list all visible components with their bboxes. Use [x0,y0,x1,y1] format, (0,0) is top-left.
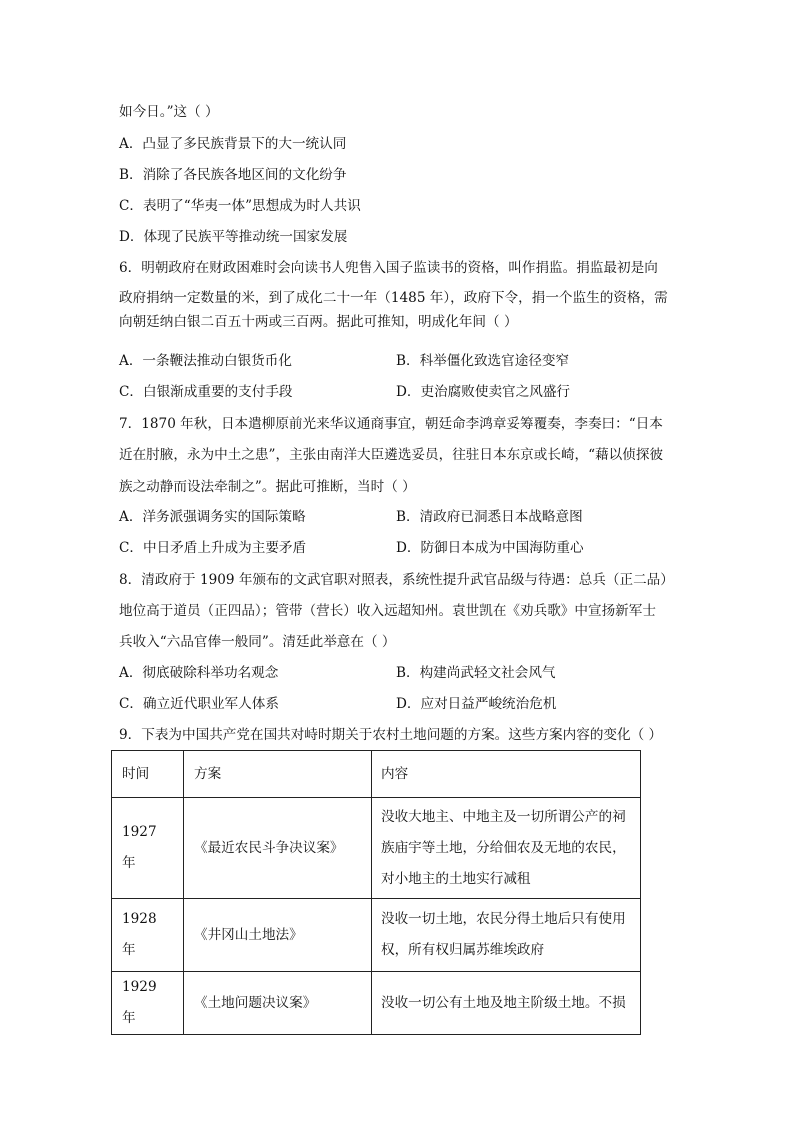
q6-stem-line-3: 向朝廷纳白银二百五十两或三百两。据此可推知，明成化年间（ ） [119,314,518,330]
table-row [112,972,641,1035]
table-row [112,899,641,972]
q8-option-d: D．应对日益严峻统治危机 [396,696,557,712]
q7-option-c: C．中日矛盾上升成为主要矛盾 [119,540,307,556]
q6-stem-line-2: 政府捐纳一定数量的米，到了成化二十一年（1485 年），政府下令，捐一个监生的资格，需 [119,290,668,306]
table-cell-plan: 《土地问题决议案》 [184,972,372,1035]
table-header-row [112,751,641,798]
q9-stem: 9．下表为中国共产党在国共对峙时期关于农村土地问题的方案。这些方案内容的变化（ ） [119,727,663,743]
q6-option-a: A．一条鞭法推动白银货币化 [119,353,292,369]
q7-stem-line-1: 7．1870 年秋，日本遣柳原前光来华议通商事宜，朝廷命李鸿章妥筹覆奏，李奏曰：“日本 [119,416,663,432]
q7-stem-line-2: 近在肘腋，永为中土之患”，主张由南洋大臣遴选妥员，往驻日本东京或长崎，“藉以侦探彼 [119,447,664,463]
table-header-plan: 方案 [184,751,372,798]
table-cell-plan: 《最近农民斗争决议案》 [184,798,372,899]
q5-option-d: D．体现了民族平等推动统一国家发展 [119,229,348,245]
land-policy-table [111,750,641,1035]
q5-option-a: A．凸显了多民族背景下的大一统认同 [119,136,347,152]
table-header-content: 内容 [372,751,641,798]
q5-option-b: B．消除了各民族各地区间的文化纷争 [119,167,347,183]
table-row [112,798,641,899]
table-cell-time: 1928 年 [112,899,184,972]
q6-option-c: C．白银渐成重要的支付手段 [119,384,293,400]
q8-stem-line-2: 地位高于道员（正四品）；管带（营长）收入远超知州。袁世凯在《劝兵歌》中宣扬新军士 [119,603,656,619]
q7-option-d: D．防御日本成为中国海防重心 [396,540,584,556]
table-cell-plan: 《井冈山土地法》 [184,899,372,972]
table-cell-content: 没收大地主、中地主及一切所谓公产的祠族庙宇等土地，分给佃农及无地的农民，对小地主的土地实行减租 [372,798,641,899]
q8-option-b: B．构建尚武轻文社会风气 [396,665,556,681]
q8-option-a: A．彻底破除科举功名观念 [119,665,279,681]
q5-option-c: C．表明了“华夷一体”思想成为时人共识 [119,198,361,214]
table-cell-time: 1927 年 [112,798,184,899]
table-cell-content: 没收一切公有土地及地主阶级土地。不损 [372,972,641,1035]
table-header-time: 时间 [112,751,184,798]
table-cell-time: 1929 年 [112,972,184,1035]
q8-option-c: C．确立近代职业军人体系 [119,696,279,712]
q8-stem-line-1: 8．清政府于 1909 年颁布的文武官职对照表，系统性提升武官品级与待遇：总兵（正二品） [119,572,674,588]
q7-option-a: A．洋务派强调务实的国际策略 [119,509,306,525]
table-cell-content: 没收一切土地，农民分得土地后只有使用权，所有权归属苏维埃政府 [372,899,641,972]
q7-stem-line-3: 族之动静而设法牵制之”。据此可推断，当时（ ） [119,479,416,495]
q6-option-d: D．吏治腐败使卖官之风盛行 [396,384,571,400]
q6-stem-line-1: 6．明朝政府在财政困难时会向读书人兜售入国子监读书的资格，叫作捐监。捐监最初是向 [119,260,658,276]
q7-option-b: B．清政府已洞悉日本战略意图 [396,509,583,525]
q6-option-b: B．科举僵化致选官途径变窄 [396,353,570,369]
question-continuation-stem: 如今日。”这（ ） [119,104,219,120]
q8-stem-line-3: 兵收入“六品官俸一般同”。清廷此举意在（ ） [119,634,396,650]
